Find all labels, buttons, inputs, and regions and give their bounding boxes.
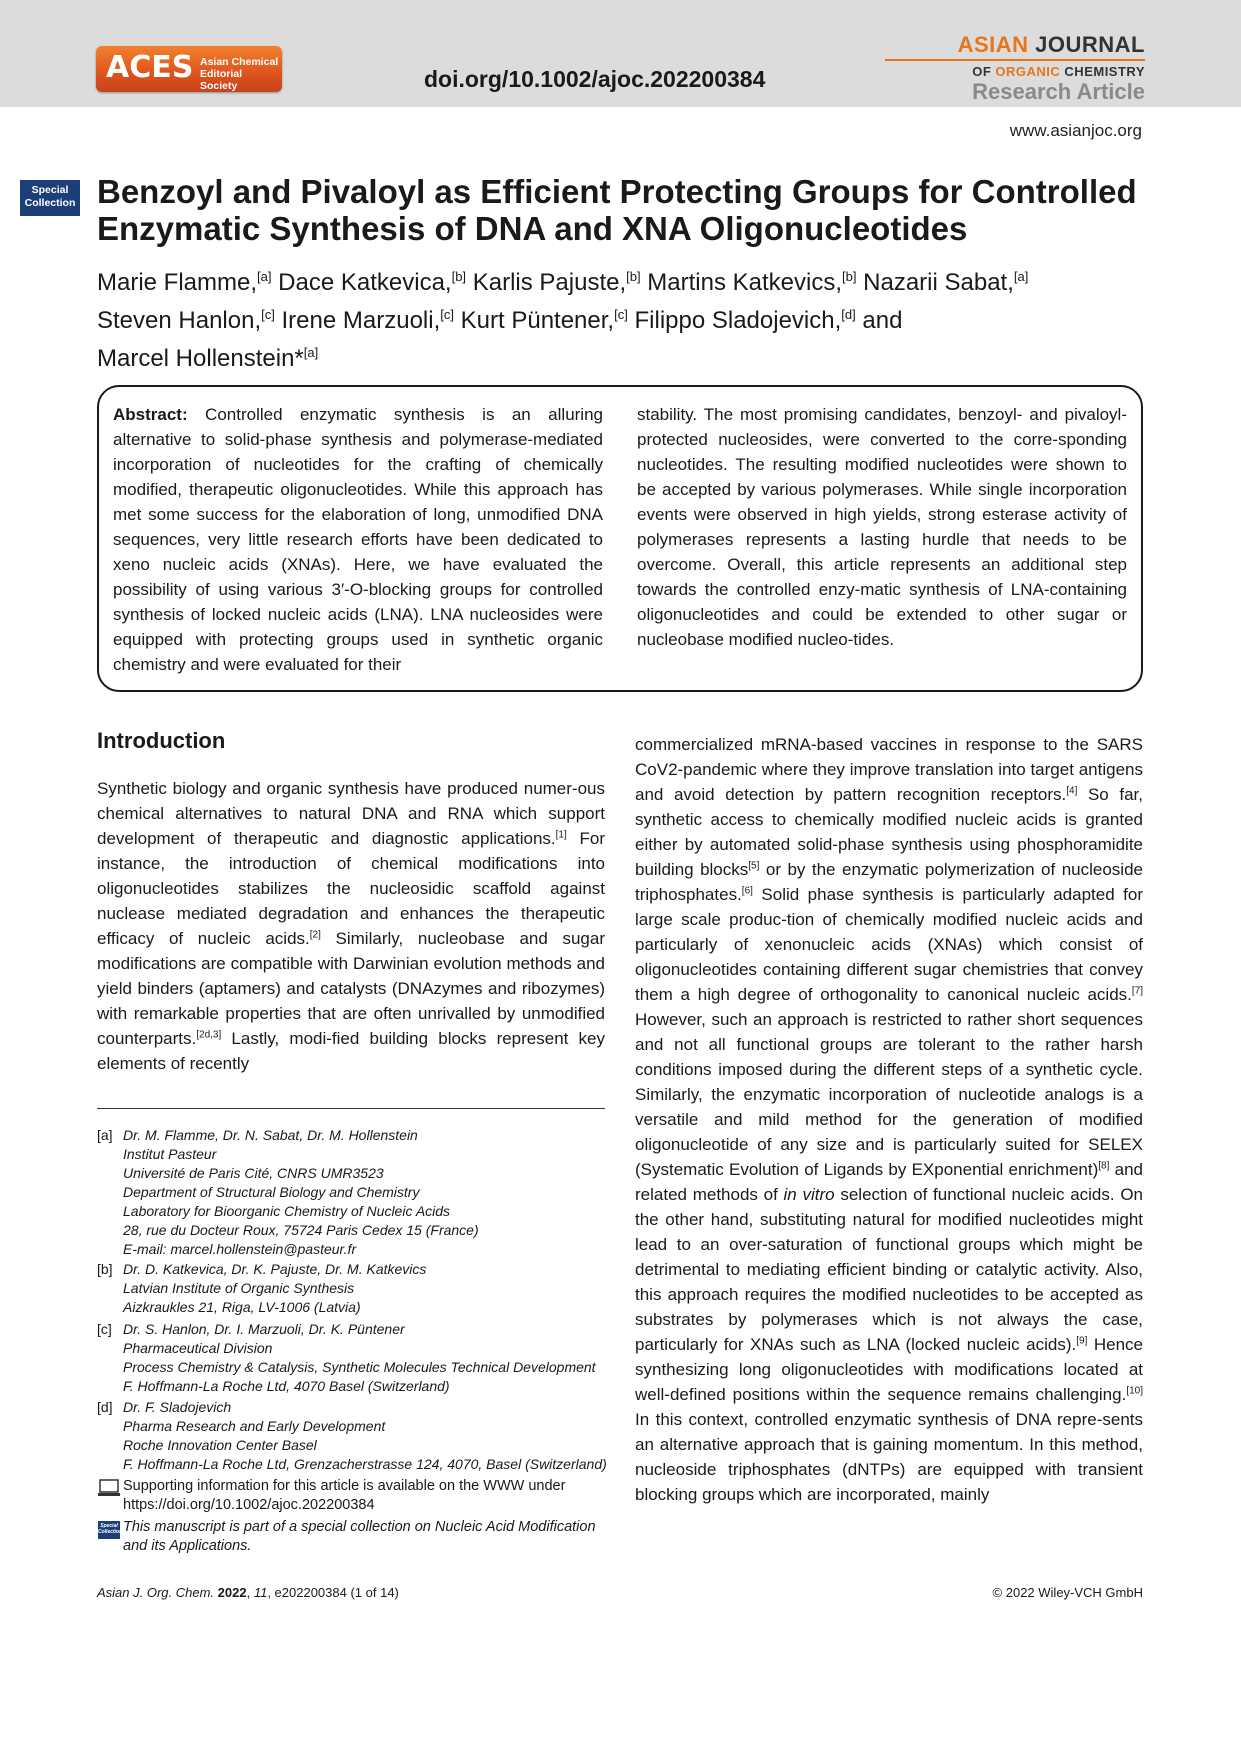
journal-logo-rule xyxy=(885,59,1145,61)
abstract-left-column xyxy=(113,402,603,677)
citation-ref[interactable]: [8] xyxy=(1098,1160,1110,1172)
affiliation-a: [a] Dr. M. Flamme, Dr. N. Sabat, Dr. M. Hollenstein Institut Pasteur Université de Paris Cité, CNRS UMR3523 Department of Structural Biology and Chemistry Laboratory for Bioorganic Chemistry of Nucleic Acids 28, rue du Docteur Roux, 75724 Paris Cedex 15 (France) E-mail: marcel.hollenstein@pasteur.fr xyxy=(97,1126,607,1259)
author: Marie Flamme,[a] xyxy=(97,269,272,296)
special-collection-note xyxy=(97,1518,607,1556)
special-collection-badge[interactable]: Special Collection xyxy=(20,180,80,216)
author-corresponding: Marcel Hollenstein*[a] xyxy=(97,345,319,372)
author: Martins Katkevics,[b] xyxy=(647,269,857,296)
computer-icon xyxy=(97,1479,121,1497)
citation-ref[interactable]: [6] xyxy=(741,885,753,897)
abstract-right-column: stability. The most promising candidates, benzoyl- and pivaloyl-protected nucleosides, were converted to the corre-sponding nucleotides. The resulting modified nucleotides were shown to be accepted by various polymerases. While single incorporation events were observed in high yields, strong esterase activity of polymerases represents a lasting hurdle that needs to be overcome. Overall, this article represents an additional step towards the controlled enzy-matic synthesis of LNA-containing oligonucleotides and could be extended to other sugar or nucleobase modified nucleo-tides. xyxy=(637,405,1127,649)
affiliation-c: [c] Dr. S. Hanlon, Dr. I. Marzuoli, Dr. K. Püntener Pharmaceutical Division Process Chemistry & Catalysis, Synthetic Molecules Technical Development F. Hoffmann-La Roche Ltd, 4070 Basel (Switzerland) xyxy=(97,1321,596,1394)
journal-website-link[interactable]: www.asianjoc.org xyxy=(1009,121,1142,140)
aces-logo[interactable] xyxy=(96,46,282,92)
citation-ref[interactable]: [9] xyxy=(1076,1335,1088,1347)
citation-ref[interactable]: [2d,3] xyxy=(196,1029,222,1041)
affiliation-d: [d] Dr. F. Sladojevich Pharma Research and Early Development Roche Innovation Center Basel F. Hoffmann-La Roche Ltd, Grenzacherstrasse 124, 4070, Basel (Switzerland) xyxy=(97,1399,607,1472)
author: Steven Hanlon,[c] xyxy=(97,307,275,334)
special-collection-mini-badge: Special Collection xyxy=(98,1521,120,1539)
aces-logo-text: ACES xyxy=(106,50,194,85)
author: Irene Marzuoli,[c] xyxy=(281,307,454,334)
corresponding-email[interactable]: E-mail: marcel.hollenstein@pasteur.fr xyxy=(123,1241,357,1257)
journal-name-chemistry: CHEMISTRY xyxy=(1064,64,1145,79)
citation-ref[interactable]: [1] xyxy=(555,829,567,841)
author: Nazarii Sabat,[a] xyxy=(863,269,1029,296)
citation-ref[interactable]: [7] xyxy=(1131,985,1143,997)
footer-citation: Asian J. Org. Chem. 2022, 11, e202200384 (1 of 14) xyxy=(97,1585,399,1600)
journal-name-of: OF xyxy=(972,64,992,79)
article-type: Research Article xyxy=(972,79,1145,104)
citation-ref[interactable]: [5] xyxy=(748,860,760,872)
journal-logo[interactable] xyxy=(885,33,1145,105)
author-list xyxy=(97,261,1147,375)
supporting-info-text[interactable]: Supporting information for this article is available on the WWW under https://doi.org/10.1002/ajoc.202200384 xyxy=(123,1478,566,1513)
article-title: Benzoyl and Pivaloyl as Efficient Protecting Groups for Controlled Enzymatic Synthesis of DNA and XNA Oligonucleotides xyxy=(97,173,1137,247)
abstract-text-left: Controlled enzymatic synthesis is an alluring alternative to solid-phase synthesis and polymerase-mediated incorporation of nucleotides for the crafting of chemically modified, therapeutic oligonucleotides. While this approach has met some success for the elaboration of long, unmodified DNA sequences, very little research efforts have been dedicated to xeno nucleic acids (XNAs). Here, we have evaluated the possibility of using various 3′-O-blocking groups for controlled synthesis of locked nucleic acids (LNA). LNA nucleosides were equipped with protecting groups used in synthetic organic chemistry and were evaluated for their xyxy=(113,405,603,674)
author: Dace Katkevica,[b] xyxy=(278,269,467,296)
author: Filippo Sladojevich,[d] xyxy=(634,307,856,334)
affiliation-b: [b] Dr. D. Katkevica, Dr. K. Pajuste, Dr. M. Katkevics Latvian Institute of Organic Synthesis Aizkraukles 21, Riga, LV-1006 (Latvia) xyxy=(97,1261,427,1315)
footer-copyright: © 2022 Wiley-VCH GmbH xyxy=(992,1585,1143,1600)
citation-ref[interactable]: [2] xyxy=(309,929,321,941)
citation-ref[interactable]: [4] xyxy=(1066,785,1078,797)
journal-name-organic: ORGANIC xyxy=(995,64,1061,79)
aces-logo-subtitle: Asian Chemical Editorial Society xyxy=(200,56,279,92)
author: Karlis Pajuste,[b] xyxy=(472,269,641,296)
footnote-divider xyxy=(97,1108,605,1109)
doi-link[interactable]: doi.org/10.1002/ajoc.202200384 xyxy=(424,66,766,92)
citation-ref[interactable]: [10] xyxy=(1126,1385,1143,1397)
author: Kurt Püntener,[c] xyxy=(460,307,628,334)
intro-right-column: commercialized mRNA-based vaccines in response to the SARS CoV2-pandemic where they improve translation into target antigens and avoid detection by pattern recognition receptors.[4] So far, synthetic access to chemically modified nucleic acids is granted either by automated solid-phase synthesis using phosphoramidite building blocks[5] or by the enzymatic polymerization of nucleoside triphosphates.[6] Solid phase synthesis is particularly adapted for large scale produc-tion of chemically modified nucleic acids and particularly of xenonucleic acids (XNAs) which consist of oligonucleotides containing different sugar chemistries that convey them a high degree of orthogonality to canonical nucleic acids.[7] However, such an approach is restricted to rather short sequences and not all functional groups are tolerant to the rather harsh conditions imposed during the different steps of a synthetic cycle. Similarly, the enzymatic incorporation of nucleotide analogs is a versatile and mild method for the generation of modified oligonucleotide of any size and is particularly suited for SELEX (Systematic Evolution of Ligands by EXponential enrichment)[8] and related methods of in vitro selection of functional nucleic acids. On the other hand, substituting natural for modified nucleotides might lead to an over-saturation of functional groups which might be detrimental to mediating efficient binding or catalytic activity. Also, this approach requires the modified nucleotides to be accepted as substrates by polymerases which is not always the case, particularly for XNAs such as LNA (locked nucleic acids).[9] Hence synthesizing long oligonucleotides with modifications located at well-defined positions within the sequence remains challenging.[10] In this context, controlled enzymatic synthesis of DNA repre-sents an alternative approach that is gaining momentum. In this method, nucleoside triphosphates (dNTPs) are equipped with transient blocking groups which are incorporated, mainly xyxy=(635,735,1144,1504)
abstract-label: Abstract: xyxy=(113,405,188,424)
special-collection-text: This manuscript is part of a special collection on Nucleic Acid Modification and its Applications. xyxy=(123,1519,596,1554)
journal-name-journal: JOURNAL xyxy=(1035,32,1145,57)
author-conjunction: and xyxy=(862,307,903,334)
section-heading-introduction: Introduction xyxy=(97,728,226,753)
intro-left-column: Synthetic biology and organic synthesis have produced numer-ous chemical alternatives to natural DNA and RNA which support development of therapeutic and diagnostic applications.[1] For instance, the introduction of chemical modifications into oligonucleotides stabilizes the nucleosidic scaffold against nuclease mediated degradation and enhances the therapeutic efficacy of nucleic acids.[2] Similarly, nucleobase and sugar modifications are compatible with Darwinian evolution methods and yield binders (aptamers) and catalysts (DNAzymes and ribozymes) with remarkable properties that are often unrivalled by unmodified counterparts.[2d,3] Lastly, modi-fied building blocks represent key elements of recently xyxy=(97,779,605,1073)
journal-name-asian: ASIAN xyxy=(957,32,1029,57)
supporting-info-note xyxy=(97,1477,607,1515)
